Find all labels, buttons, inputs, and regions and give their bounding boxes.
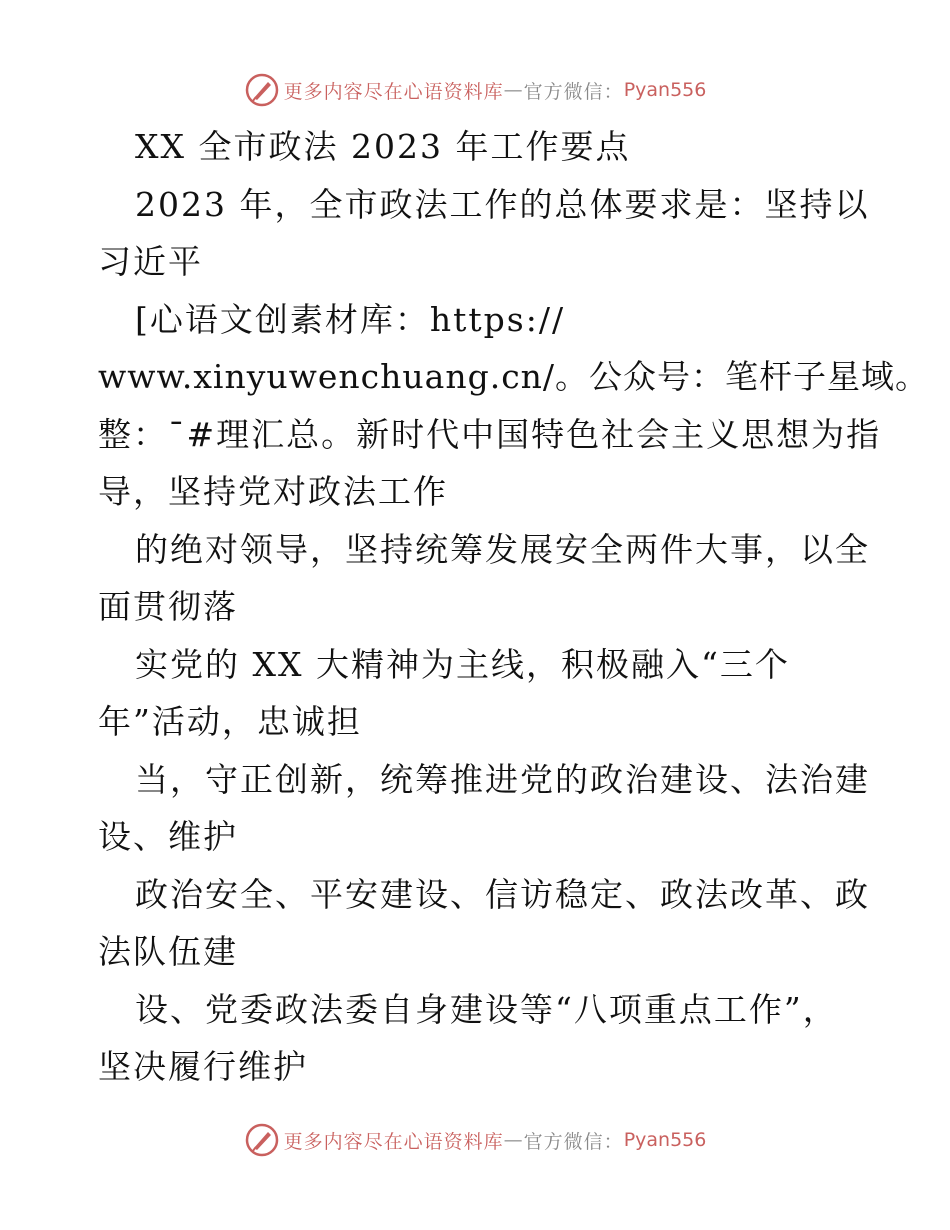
body-line: 实党的 XX 大精神为主线，积极融入“三个 (135, 645, 790, 684)
body-line: [心语文创素材库：https:// (135, 300, 566, 339)
header-banner (0, 70, 950, 110)
banner-wechat-id: Pyan556 (623, 79, 707, 101)
body-line: 坚决履行维护 (98, 1047, 308, 1086)
body-line: 导，坚持党对政法工作 (98, 472, 448, 511)
footer-banner (0, 1120, 950, 1160)
quill-pen-icon (244, 72, 280, 108)
banner-wechat-label: 官方微信： (523, 1130, 624, 1153)
banner-wechat-id: Pyan556 (623, 1129, 707, 1151)
body-line: 年”活动，忠诚担 (98, 702, 362, 741)
body-line: 2023 年，全市政法工作的总体要求是：坚持以 (135, 185, 870, 224)
banner-separator: — (503, 1129, 524, 1151)
banner-main-text: 更多内容尽在心语资料库 (283, 80, 504, 103)
banner-separator: — (503, 79, 524, 101)
body-line: 的绝对领导，坚持统筹发展安全两件大事，以全 (135, 530, 870, 569)
body-line: www.xinyuwenchuang.cn/。公众号：笔杆子星域。 (98, 357, 930, 396)
body-line: 设、维护 (98, 817, 238, 856)
banner-main-text: 更多内容尽在心语资料库 (283, 1130, 504, 1153)
body-line: 法队伍建 (98, 932, 238, 971)
body-line: 习近平 (98, 242, 203, 281)
body-line: 政治安全、平安建设、信访稳定、政法改革、政 (135, 875, 870, 914)
quill-pen-icon (244, 1122, 280, 1158)
body-line: 当，守正创新，统筹推进党的政治建设、法治建 (135, 760, 870, 799)
banner-wechat-label: 官方微信： (523, 80, 624, 103)
body-line: 整：¯#理汇总。新时代中国特色社会主义思想为指 (98, 415, 882, 454)
body-line: 面贯彻落 (98, 587, 238, 626)
body-line: 设、党委政法委自身建设等“八项重点工作”， (135, 990, 838, 1029)
document-title: XX 全市政法 2023 年工作要点 (135, 127, 631, 166)
